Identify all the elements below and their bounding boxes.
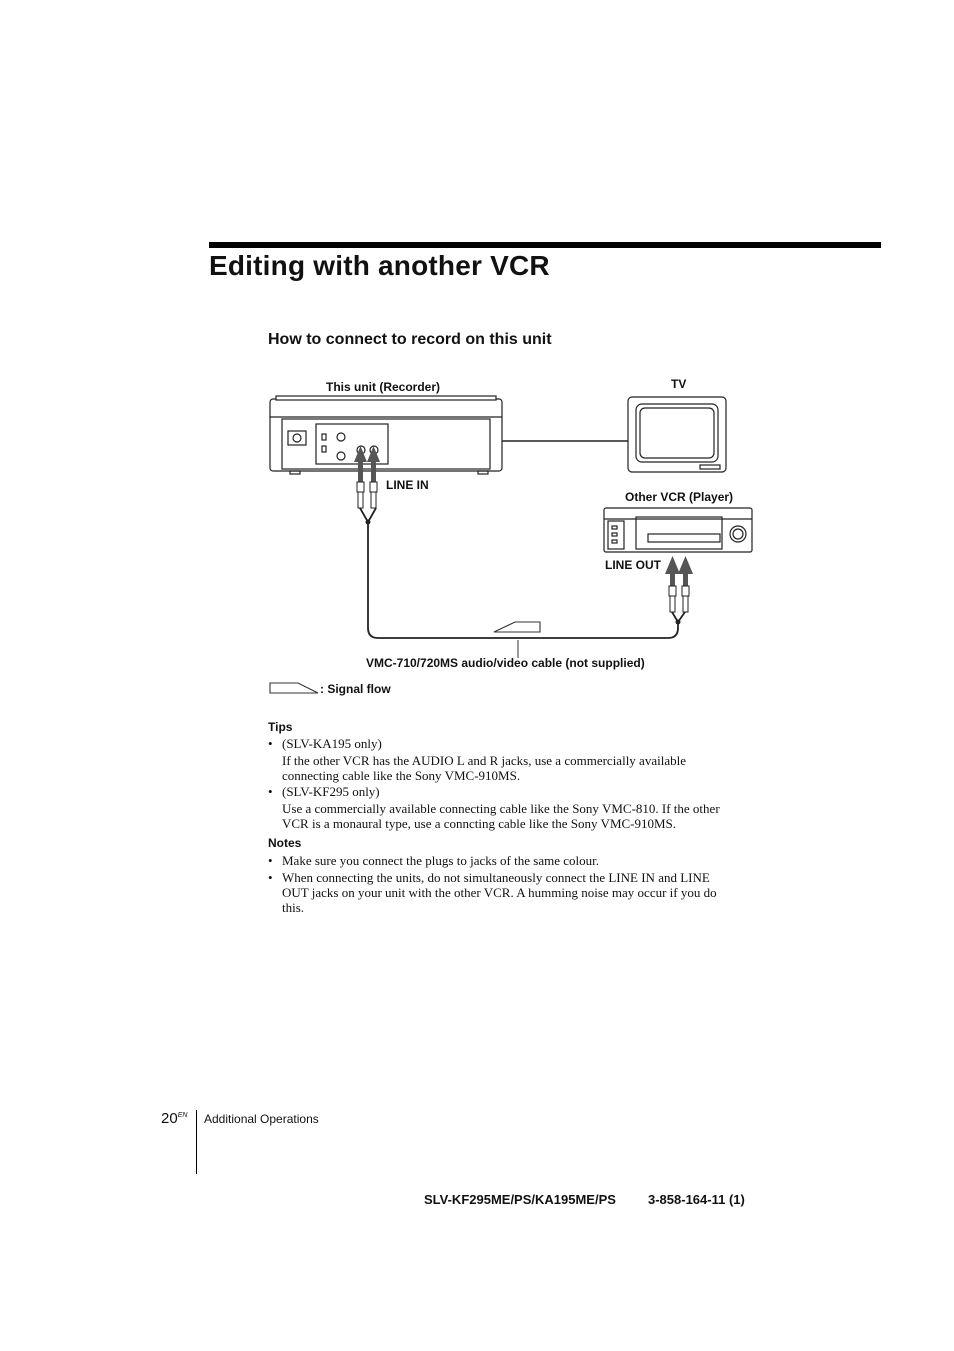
signal-flow-label: : Signal flow: [320, 682, 391, 696]
line-out-plugs: [669, 586, 689, 612]
page-number: [161, 1110, 187, 1127]
footer-model: SLV-KF295ME/PS/KA195ME/PS: [424, 1192, 616, 1207]
other-vcr-label: Other VCR (Player): [625, 490, 734, 504]
page-number-value: 20: [161, 1110, 178, 1127]
tips-item-2-line-1: (SLV-KF295 only): [282, 784, 380, 799]
footer-part-number: 3-858-164-11 (1): [648, 1192, 745, 1207]
tips-bullet-2: •: [268, 784, 273, 799]
signal-flow-legend-arrow: [270, 683, 318, 693]
tips-item-2-line-2: Use a commercially available connecting cable like the Sony VMC-810. If the other: [282, 801, 720, 816]
notes-item-2-line-3: this.: [282, 900, 305, 915]
section-subtitle: How to connect to record on this unit: [268, 331, 552, 348]
tips-heading: Tips: [268, 720, 293, 734]
tips-item-1-line-1: (SLV-KA195 only): [282, 736, 382, 751]
line-out-arrows: [665, 556, 693, 586]
tips-item-1-line-3: connecting cable like the Sony VMC-910MS.: [282, 768, 521, 783]
notes-heading: Notes: [268, 836, 302, 850]
tips-item-2-line-3: VCR is a monaural type, use a conncting cable like the Sony VMC-910MS.: [282, 816, 677, 831]
footer-section: Additional Operations: [204, 1112, 319, 1126]
cable-label: VMC-710/720MS audio/video cable (not supplied): [366, 656, 645, 670]
line-in-label: LINE IN: [386, 478, 429, 492]
notes-bullet-1: •: [268, 853, 273, 868]
signal-flow-arrow: [494, 622, 540, 632]
footer-divider: [196, 1110, 197, 1174]
page-title: Editing with another VCR: [209, 250, 550, 281]
this-unit-label: This unit (Recorder): [326, 380, 441, 394]
tips-bullet-1: •: [268, 736, 273, 751]
tv-set: [628, 397, 726, 472]
tips-item-1-line-2: If the other VCR has the AUDIO L and R jacks, use a commercially available: [282, 753, 686, 768]
line-in-plugs: [357, 482, 377, 508]
notes-item-2-line-2: OUT jacks on your unit with the other VCR. A humming noise may occur if you do: [282, 885, 717, 900]
player-vcr: [604, 508, 752, 552]
page-number-suffix: EN: [177, 1112, 188, 1119]
line-out-label: LINE OUT: [605, 558, 661, 572]
tv-label: TV: [671, 377, 687, 391]
notes-item-2-line-1: When connecting the units, do not simultaneously connect the LINE IN and LINE: [282, 870, 710, 885]
notes-item-1-line-1: Make sure you connect the plugs to jacks of the same colour.: [282, 853, 599, 868]
recorder-vcr: [270, 396, 502, 474]
notes-bullet-2: •: [268, 870, 273, 885]
